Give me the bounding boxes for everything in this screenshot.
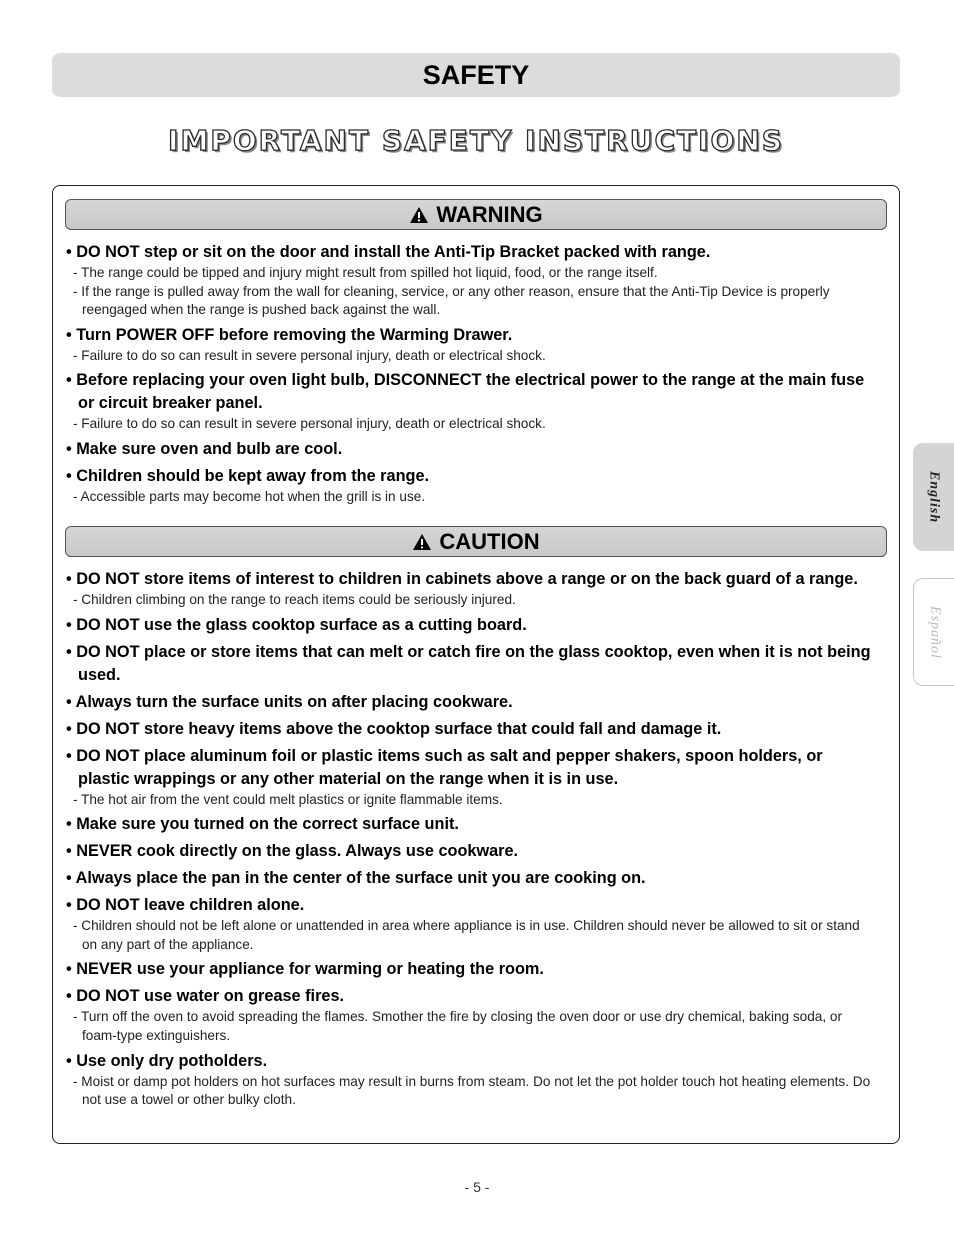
list-item (66, 1050, 878, 1114)
caution-heading: CAUTION (439, 528, 540, 554)
bullet-text: • NEVER cook directly on the glass. Always use cookware. (66, 842, 519, 861)
list-item (66, 324, 878, 370)
list-item (66, 894, 878, 958)
bullet-text: • Make sure oven and bulb are cool. (66, 439, 343, 458)
sub-note: - Moist or damp pot holders on hot surfaces may result in burns from steam. Do not let the pot holder touch hot heating elements. Do not use a towel or other bulky cloth. (73, 1073, 871, 1108)
bullet-text: • DO NOT place or store items that can melt or catch fire on the glass cooktop, even when it is not being used. (66, 642, 871, 684)
sub-note: - Failure to do so can result in severe personal injury, death or electrical shock. (73, 347, 546, 363)
list-item (66, 745, 878, 814)
page-title: IMPORTANT SAFETY INSTRUCTIONS (168, 124, 784, 157)
bullet-text: • DO NOT place aluminum foil or plastic items such as salt and pepper shakers, spoon holders, or plastic wrappings or any other material on the range when it is in use. (66, 746, 823, 788)
warning-triangle-icon (409, 206, 429, 224)
bullet-text: • DO NOT use water on grease fires. (66, 987, 345, 1006)
bullet-text: • Children should be kept away from the range. (66, 466, 430, 485)
tab-english[interactable] (913, 443, 954, 551)
tab-espanol[interactable] (913, 578, 954, 686)
sub-note: - The range could be tipped and injury might result from spilled hot liquid, food, or the range itself. (73, 265, 658, 280)
list-item (66, 813, 878, 840)
warning-heading: WARNING (436, 201, 543, 227)
sub-note: - Turn off the oven to avoid spreading the flames. Smother the fire by closing the oven door or use dry chemical, baking soda, or foam-type extinguishers. (73, 1009, 842, 1043)
list-item (66, 369, 878, 438)
list-item (66, 614, 878, 641)
sub-note: - The hot air from the vent could melt plastics or ignite flammable items. (73, 791, 503, 807)
list-item (66, 958, 878, 985)
bullet-text: • DO NOT use the glass cooktop surface as a cutting board. (66, 615, 527, 634)
bullet-text: • Always place the pan in the center of the surface unit you are cooking on. (66, 869, 646, 888)
sub-note: - Children climbing on the range to reach items could be seriously injured. (73, 592, 516, 607)
bullet-text: • DO NOT store items of interest to children in cabinets above a range or on the back guard of a range. (66, 570, 858, 588)
bullet-text: • Use only dry potholders. (66, 1051, 268, 1070)
list-item (66, 438, 878, 465)
caution-header (65, 526, 887, 557)
bullet-text: • DO NOT leave children alone. (66, 896, 305, 915)
sub-note: - If the range is pulled away from the wall for cleaning, service, or any other reason, ensure that the Anti-Tip Device is properly reengaged when the range is pushed back against the wall. (73, 283, 830, 318)
list-item (66, 641, 878, 691)
list-item (66, 985, 878, 1049)
tab-espanol-label: Español (927, 605, 943, 659)
sub-note: - Children should not be left alone or unattended in area where appliance is in use. Children should never be allowed to sit or stand on any part of the appliance. (73, 918, 860, 952)
sub-note: - Failure to do so can result in severe personal injury, death or electrical shock. (73, 416, 546, 432)
sub-note: - Accessible parts may become hot when the grill is in use. (73, 488, 426, 504)
caution-list (66, 568, 878, 1114)
bullet-text: • Turn POWER OFF before removing the Warming Drawer. (66, 325, 513, 344)
list-item (66, 867, 878, 894)
list-item (66, 718, 878, 745)
bullet-text: • DO NOT store heavy items above the cooktop surface that could fall and damage it. (66, 719, 722, 738)
tab-english-label: English (926, 470, 942, 524)
banner-title: SAFETY (422, 59, 530, 90)
page-number: - 5 - (464, 1179, 490, 1195)
list-item (66, 465, 878, 511)
list-item (66, 691, 878, 718)
bullet-text: • NEVER use your appliance for warming or heating the room. (66, 960, 544, 979)
bullet-text: • DO NOT step or sit on the door and install the Anti-Tip Bracket packed with range. (66, 243, 711, 261)
bullet-text: • Before replacing your oven light bulb, DISCONNECT the electrical power to the range at the main fuse or circuit breaker panel. (66, 371, 865, 413)
list-item (66, 241, 878, 324)
list-item (66, 840, 878, 867)
caution-triangle-icon (412, 533, 432, 551)
section-banner (52, 53, 900, 97)
bullet-text: • Make sure you turned on the correct surface unit. (66, 815, 459, 834)
warning-header (65, 199, 887, 230)
list-item (66, 568, 878, 614)
warning-list (66, 241, 878, 511)
bullet-text: • Always turn the surface units on after placing cookware. (66, 692, 513, 711)
